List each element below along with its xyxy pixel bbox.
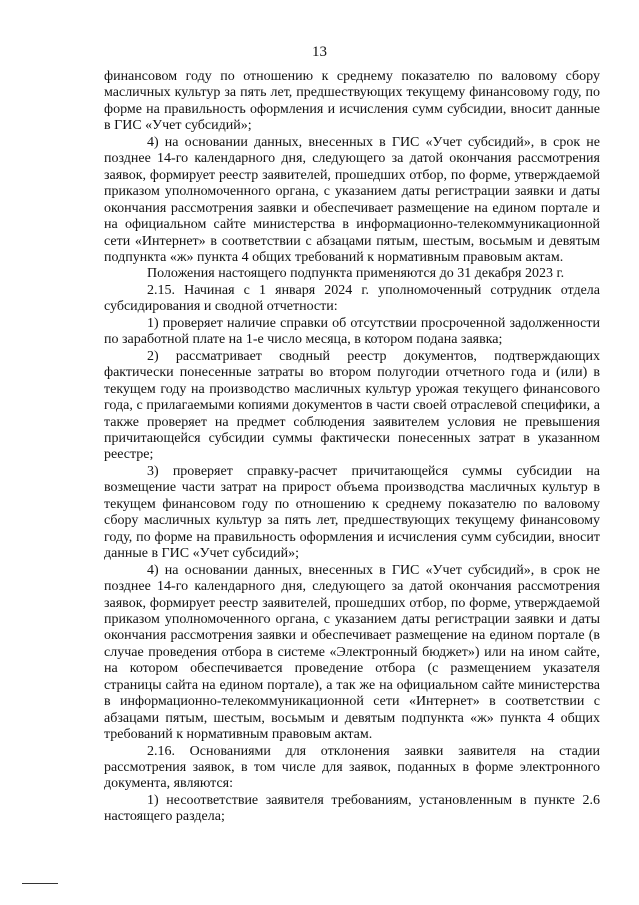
paragraph: 2.15. Начиная с 1 января 2024 г. уполномоченный сотрудник отдела субсидирования и сводной отчетности:: [104, 282, 600, 315]
paragraph: 2) рассматривает сводный реестр документов, подтверждающих фактически понесенные затраты во втором полугодии отчетного года и (или) в текущем году на производство масличных культур урожая текущего финансового года, с прилагаемыми копиями документов в части своей отраслевой специфики, а также проверяет на предмет соблюдения заявителем условия не превышения причитающейся субсидии суммы фактически понесенных затрат в указанном реестре;: [104, 348, 600, 463]
paragraph: 1) несоответствие заявителя требованиям, установленным в пункте 2.6 настоящего раздела;: [104, 792, 600, 825]
paragraph: 2.16. Основаниями для отклонения заявки заявителя на стадии рассмотрения заявок, в том числе для заявок, поданных в форме электронного документа, являются:: [104, 743, 600, 792]
paragraph: 4) на основании данных, внесенных в ГИС «Учет субсидий», в срок не позднее 14-го календарного дня, следующего за датой окончания рассмотрения заявок, формирует реестр заявителей, прошедших отбор, по форме, утверждаемой приказом уполномоченного органа, с указанием даты регистрации заявки и даты окончания рассмотрения заявки и обеспечивает размещение на едином портале и на официальном сайте министерства в информационно-телекоммуникационной сети «Интернет» в соответствии с абзацами пятым, шестым, восьмым и девятым подпункта «ж» пункта 4 общих требований к нормативным правовым актам.: [104, 134, 600, 265]
paragraph: 1) проверяет наличие справки об отсутствии просроченной задолженности по заработной плате на 1-е число месяца, в котором подана заявка;: [104, 315, 600, 348]
paragraph: Положения настоящего подпункта применяются до 31 декабря 2023 г.: [147, 266, 565, 282]
footer-divider: [22, 883, 58, 884]
paragraph: финансовом году по отношению к среднему показателю по валовому сбору масличных культур за пять лет, предшествующих текущему финансовому году, по форме на правильность оформления и исчисления сумм субсидии, вносит данные в ГИС «Учет субсидий»;: [104, 69, 600, 134]
paragraph: 4) на основании данных, внесенных в ГИС «Учет субсидий», в срок не позднее 14-го календарного дня, следующего за датой окончания рассмотрения заявок, формирует реестр заявителей, прошедших отбор, по форме, утверждаемой приказом уполномоченного органа, с указанием даты регистрации заявки и даты окончания рассмотрения заявки и обеспечивает размещение на едином портале (в случае проведения отбора в системе «Электронный бюджет») или на ином сайте, на котором обеспечивается проведение отбора (с размещением указателя страницы сайта на едином портале), а так же на официальном сайте министерства в информационно-телекоммуникационной сети «Интернет» в соответствии с абзацами пятым, шестым, восьмым и девятым подпункта «ж» пункта 4 общих требований к нормативным правовым актам.: [104, 562, 600, 743]
page-number: 13: [312, 44, 327, 60]
document-body: [104, 69, 600, 826]
paragraph: 3) проверяет справку-расчет причитающейся суммы субсидии на возмещение части затрат на прирост объема производства масличных культур в текущем финансовом году по отношению к среднему показателю по валовому сбору масличных культур за пять лет, предшествующих текущему финансовому году, по форме на правильность оформления и исчисления сумм субсидии, вносит данные в ГИС «Учет субсидий»;: [104, 463, 600, 562]
